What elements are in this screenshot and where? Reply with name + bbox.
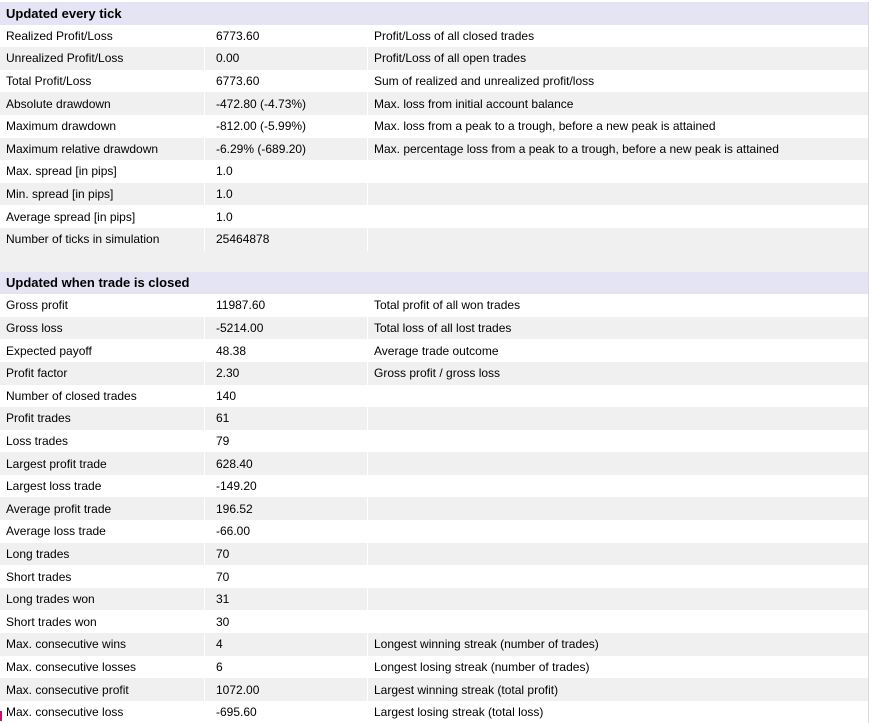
table-row[interactable]	[0, 588, 868, 611]
row-description	[368, 497, 868, 520]
row-description: Max. loss from a peak to a trough, before a new peak is attained	[374, 119, 716, 134]
row-value: -66.00	[205, 520, 368, 543]
table-row[interactable]	[0, 160, 868, 183]
row-label: Gross profit	[0, 294, 205, 317]
row-label: Average spread [in pips]	[0, 205, 205, 228]
table-row[interactable]	[0, 407, 868, 430]
row-value: 6773.60	[205, 25, 368, 48]
row-label: Largest profit trade	[0, 452, 205, 475]
row-description: Total loss of all lost trades	[374, 321, 512, 336]
row-label: Largest loss trade	[0, 475, 205, 498]
row-description: Max. percentage loss from a peak to a trough, before a new peak is attained	[374, 141, 779, 156]
row-label: Gross loss	[0, 317, 205, 340]
row-label: Max. consecutive profit	[0, 678, 205, 701]
row-description: Longest losing streak (number of trades)	[374, 659, 590, 674]
row-label: Min. spread [in pips]	[0, 183, 205, 206]
row-description: Max. loss from initial account balance	[374, 96, 574, 111]
row-label: Maximum drawdown	[0, 115, 205, 138]
row-value: 2.30	[205, 362, 368, 385]
row-label: Max. spread [in pips]	[0, 160, 205, 183]
table-row[interactable]	[0, 656, 868, 679]
row-value: 628.40	[205, 452, 368, 475]
row-label: Max. consecutive loss	[0, 701, 205, 723]
table-row[interactable]	[0, 92, 868, 115]
table-row[interactable]	[0, 520, 868, 543]
table-row[interactable]	[0, 543, 868, 566]
row-label: Number of ticks in simulation	[0, 228, 205, 251]
row-value: -6.29% (-689.20)	[205, 138, 368, 161]
table-row[interactable]	[0, 678, 868, 701]
row-label: Average profit trade	[0, 497, 205, 520]
row-description	[368, 228, 868, 251]
row-description	[368, 430, 868, 453]
row-description	[368, 385, 868, 408]
row-description	[368, 610, 868, 633]
row-label: Average loss trade	[0, 520, 205, 543]
row-value: -695.60	[205, 701, 368, 723]
table-row[interactable]	[0, 475, 868, 498]
table-row[interactable]	[0, 25, 868, 48]
row-description: Profit/Loss of all closed trades	[374, 28, 535, 43]
table-row[interactable]	[0, 610, 868, 633]
row-label: Maximum relative drawdown	[0, 138, 205, 161]
row-description: Gross profit / gross loss	[374, 366, 501, 381]
row-value: 140	[205, 385, 368, 408]
table-row[interactable]	[0, 565, 868, 588]
row-value: -472.80 (-4.73%)	[205, 92, 368, 115]
row-label: Short trades	[0, 565, 205, 588]
table-row[interactable]	[0, 339, 868, 362]
row-label: Long trades	[0, 543, 205, 566]
row-value: 1.0	[205, 160, 368, 183]
table-row[interactable]	[0, 294, 868, 317]
table-row[interactable]	[0, 47, 868, 70]
row-value: 196.52	[205, 497, 368, 520]
row-value: 1.0	[205, 183, 368, 206]
row-description	[368, 452, 868, 475]
table-row[interactable]	[0, 115, 868, 138]
table-row[interactable]	[0, 633, 868, 656]
table-row[interactable]	[0, 362, 868, 385]
row-label: Loss trades	[0, 430, 205, 453]
row-value: 4	[205, 633, 368, 656]
row-value: -5214.00	[205, 317, 368, 340]
row-value: 6773.60	[205, 70, 368, 93]
row-value: -149.20	[205, 475, 368, 498]
statistics-table	[0, 2, 869, 723]
row-label: Number of closed trades	[0, 385, 205, 408]
row-description	[368, 475, 868, 498]
row-description	[368, 565, 868, 588]
row-label: Expected payoff	[0, 339, 205, 362]
row-value: 25464878	[205, 228, 368, 251]
row-value: 1.0	[205, 205, 368, 228]
section-header	[0, 2, 868, 25]
row-description	[368, 183, 868, 206]
row-description: Largest winning streak (total profit)	[374, 682, 559, 697]
row-description: Largest losing streak (total loss)	[374, 705, 544, 720]
row-description: Total profit of all won trades	[374, 298, 521, 313]
table-row[interactable]	[0, 317, 868, 340]
table-row[interactable]	[0, 70, 868, 93]
row-label: Max. consecutive wins	[0, 633, 205, 656]
row-label: Realized Profit/Loss	[0, 25, 205, 48]
table-row[interactable]	[0, 138, 868, 161]
row-description: Average trade outcome	[374, 343, 499, 358]
row-label: Profit trades	[0, 407, 205, 430]
row-description: Sum of realized and unrealized profit/loss	[374, 74, 595, 89]
row-description	[368, 520, 868, 543]
table-row[interactable]	[0, 452, 868, 475]
section-title: Updated when trade is closed	[6, 275, 190, 291]
section-spacer	[0, 251, 868, 272]
row-label: Total Profit/Loss	[0, 70, 205, 93]
row-description	[368, 160, 868, 183]
table-row[interactable]	[0, 228, 868, 251]
row-label: Short trades won	[0, 610, 205, 633]
resize-marker	[0, 711, 6, 721]
row-value: -812.00 (-5.99%)	[205, 115, 368, 138]
row-value: 70	[205, 565, 368, 588]
row-description	[368, 407, 868, 430]
row-label: Profit factor	[0, 362, 205, 385]
row-label: Unrealized Profit/Loss	[0, 47, 205, 70]
row-description	[368, 205, 868, 228]
row-value: 79	[205, 430, 368, 453]
table-row[interactable]	[0, 701, 868, 723]
row-value: 48.38	[205, 339, 368, 362]
section-title: Updated every tick	[6, 5, 122, 21]
row-description	[368, 543, 868, 566]
row-value: 70	[205, 543, 368, 566]
table-row[interactable]	[0, 183, 868, 206]
table-row[interactable]	[0, 385, 868, 408]
row-label: Absolute drawdown	[0, 92, 205, 115]
row-label: Max. consecutive losses	[0, 656, 205, 679]
section-header	[0, 272, 868, 295]
table-row[interactable]	[0, 497, 868, 520]
table-row[interactable]	[0, 430, 868, 453]
row-description	[368, 588, 868, 611]
row-value: 31	[205, 588, 368, 611]
table-row[interactable]	[0, 205, 868, 228]
row-value: 11987.60	[205, 294, 368, 317]
row-value: 30	[205, 610, 368, 633]
row-value: 6	[205, 656, 368, 679]
row-value: 0.00	[205, 47, 368, 70]
row-value: 1072.00	[205, 678, 368, 701]
row-label: Long trades won	[0, 588, 205, 611]
row-description: Longest winning streak (number of trades)	[374, 637, 599, 652]
row-value: 61	[205, 407, 368, 430]
row-description: Profit/Loss of all open trades	[374, 51, 527, 66]
